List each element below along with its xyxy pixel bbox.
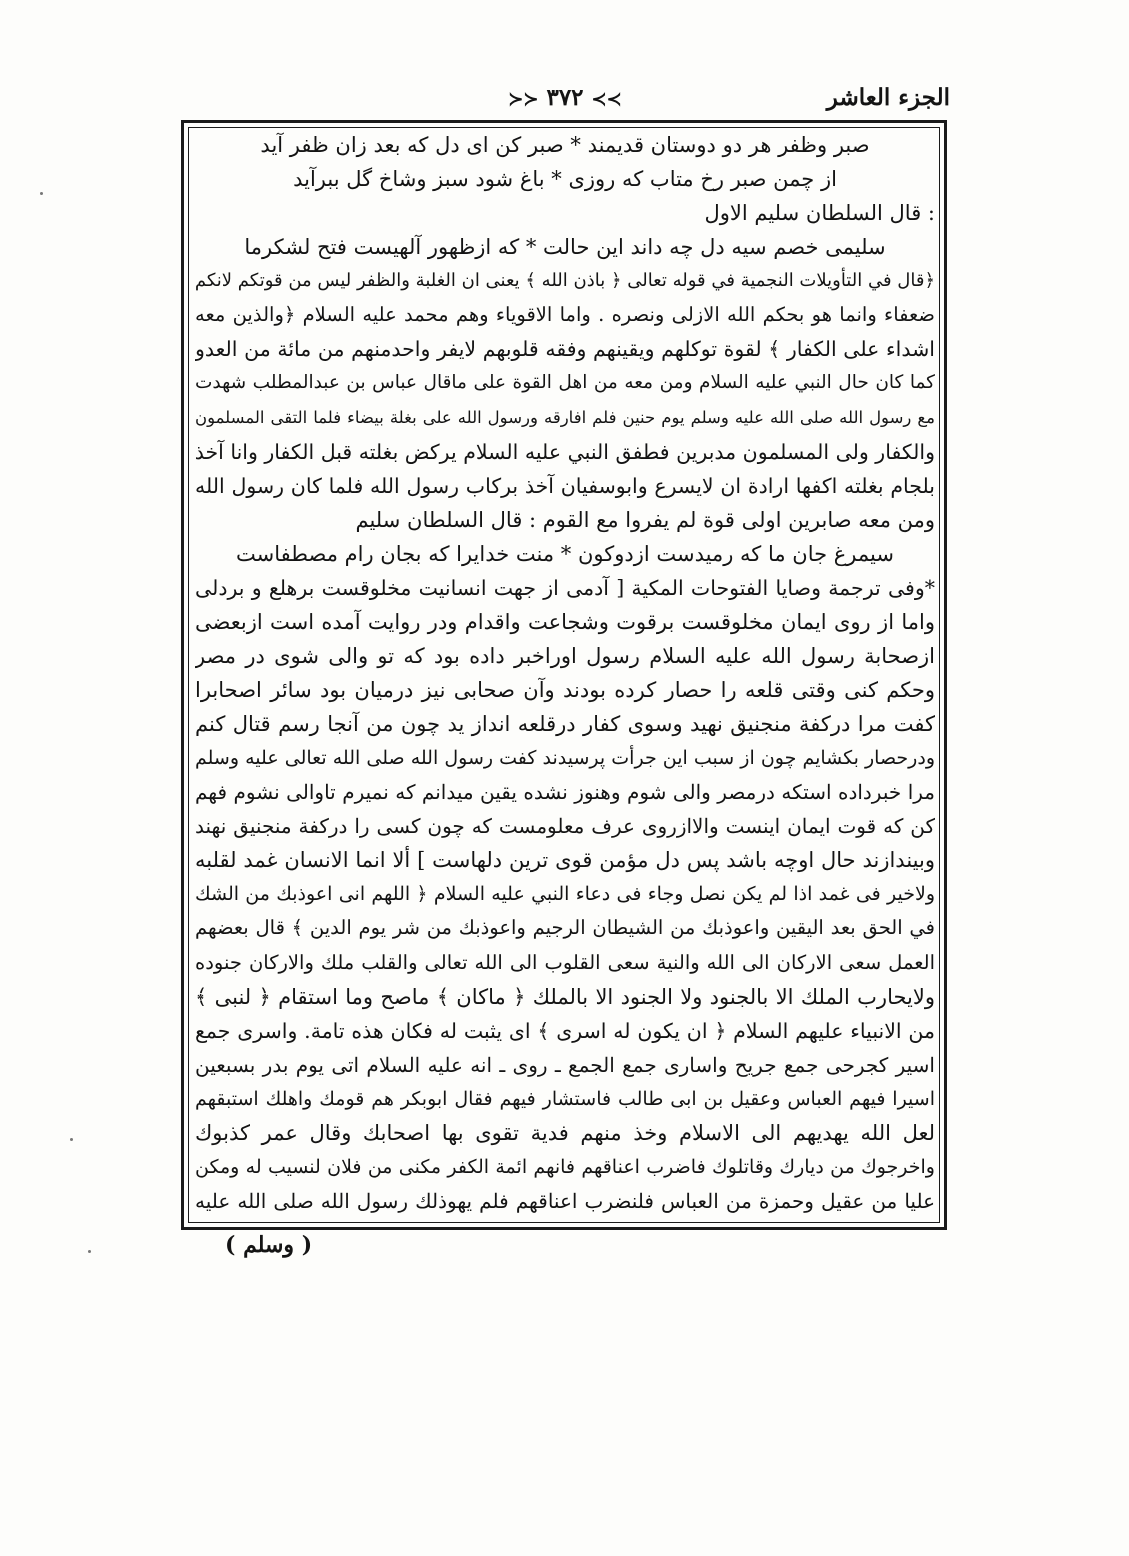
running-title: الجزء العاشر [826, 84, 950, 111]
text-line: واخرجوك من ديارك وقاتلوك فاضرب اعناقهم فانهم ائمة الكفر مكنى من فلان لنسيب له ومكن [195, 1155, 935, 1178]
page-number-block [508, 84, 621, 111]
text-line: لعل الله يهديهم الى الاسلام وخذ منهم فدية تقوى بها اصحابك وقال عمر كذبوك [195, 1120, 935, 1145]
text-line: كفت مرا دركفة منجنيق نهيد وسوى كفار درقلعه انداز يد چون من آنجا رسم قتال كنم [195, 712, 935, 737]
text-line: وبيندازند حال اوچه باشد پس دل مؤمن قوى ترين دلهاست ] ألا انما الانسان غمد لقلبه [195, 848, 935, 873]
text-line: *وفى ترجمة وصايا الفتوحات المكية [ آدمى از جهت انسانيت مخلوقست برهلع و بردلى [195, 575, 935, 600]
text-line: ومن معه صابرين اولى قوة لم يفروا مع القوم : قال السلطان سليم [355, 507, 935, 532]
main-text [195, 128, 935, 1228]
ornament-left: ≺≺ [508, 89, 539, 110]
text-line: از چمن صبر رخ متاب كه روزى * باغ شود سبز وشاخ گل ببرآيد [293, 167, 837, 192]
ornament-right: ≻≻ [591, 89, 622, 110]
page-header [180, 78, 950, 118]
text-line: العمل سعى الاركان الى الله والنية سعى القلوب الى الله تعالى والقلب ملك والاركان جنوده [195, 950, 935, 974]
text-line: ﴿قال في التأويلات النجمية في قوله تعالى ﴿ باذن الله ﴾ يعنى ان الغلبة والظفر ليس من قوتكم لانكم [195, 270, 935, 292]
text-line: في الحق بعد اليقين واعوذبك من الشيطان الرجيم واعوذبك من شر يوم الدين ﴾ قال بعضهم [195, 916, 935, 940]
text-line: ولاخير فى غمد اذا لم يكن نصل وجاء فى دعاء النبي عليه السلام ﴿ اللهم انى اعوذبك من الشك [195, 883, 935, 906]
text-line: ازصحابة رسول الله عليه السلام رسول اوراخبر داده بود كه تو والى شوى در مصر [195, 643, 935, 668]
text-line: اسيرا فيهم العباس وعقيل بن ابى طالب فاستشار فيهم فقال ابوبكر هم قومك واهلك استبقهم [195, 1087, 935, 1110]
page-number: ٣٧٢ [546, 84, 584, 111]
text-line: اشداء على الكفار ﴾ لقوة توكلهم ويقينهم وفقه قلوبهم لايفر واحدمنهم من مائة من العدو [195, 337, 935, 362]
text-line: مرا خبرداده استكه درمصر والى شوم وهنوز نشده يقين ميدانم كه نميرم تاوالى نشوم فهم [195, 780, 935, 805]
page-speck [88, 1250, 91, 1253]
text-line: والكفار ولى المسلمون مدبرين فطفق النبي عليه السلام يركض بغلته قبل الكفار وانا آخذ [195, 439, 935, 464]
page-speck [40, 192, 43, 195]
text-line: ودرحصار بكشايم چون از سبب اين جرأت پرسيدند كفت رسول الله صلى الله تعالى عليه وسلم [195, 747, 935, 770]
page-speck [70, 1138, 73, 1141]
text-line: : قال السلطان سليم الاول [704, 201, 935, 226]
text-line: عليا من عقيل وحمزة من العباس فلنضرب اعناقهم فلم يهوذلك رسول الله صلى الله عليه [195, 1188, 935, 1213]
text-line: من الانبياء عليهم السلام ﴿ ان يكون له اسرى ﴾ اى يثبت له فكان هذه تامة. واسرى جمع [195, 1018, 935, 1043]
catchword: ( وسلم ) [225, 1232, 313, 1258]
text-line: وحكم كنى وقتى قلعه را حصار كرده بودند وآن صحابى نيز درميان بود سائر اصحابرا [195, 678, 935, 702]
text-line: اسير كجرحى جمع جريح واسارى جمع الجمع ـ روى ـ انه عليه السلام اتى يوم بدر بسبعين [195, 1052, 935, 1077]
text-line: سيمرغ جان ما كه رميدست ازدوكون * منت خدايرا كه بجان رام مصطفاست [236, 541, 894, 566]
text-line: سليمى خصم سيه دل چه داند اين حالت * كه ازظهور آلهيست فتح لشكرما [244, 235, 886, 260]
text-line: ولايحارب الملك الا بالجنود ولا الجنود الا بالملك ﴿ ماكان ﴾ ماصح وما استقام ﴿ لنبى ﴾ [195, 984, 935, 1009]
text-line: كن كه قوت ايمان اينست والاازروى عرف معلومست كه چون كسى را دركفة منجنيق نهند [195, 814, 935, 839]
text-line: بلجام بغلته اكفها ارادة ان لايسرع وابوسفيان آخذ بركاب رسول الله فلما كان رسول الله [195, 473, 935, 498]
text-line: صبر وظفر هر دو دوستان قديمند * صبر كن اى دل كه بعد زان ظفر آيد [260, 133, 870, 157]
text-line: مع رسول الله صلى الله عليه وسلم يوم حنين فلم افارقه ورسول الله على بغلة بيضاء فلما التقى المسلمون [195, 407, 935, 427]
text-line: كما كان حال النبي عليه السلام ومن معه من اهل القوة على ماقال عباس بن عبدالمطلب شهدت [195, 372, 935, 394]
text-line: ضعفاء وانما هو بحكم الله الازلى ونصره . واما الاقوياء وهم محمد عليه السلام ﴿والذين معه [195, 303, 935, 327]
text-line: واما از روى ايمان مخلوقست برقوت وشجاعت واقدام ودر روايت آمده است ازبعضى [195, 609, 935, 634]
